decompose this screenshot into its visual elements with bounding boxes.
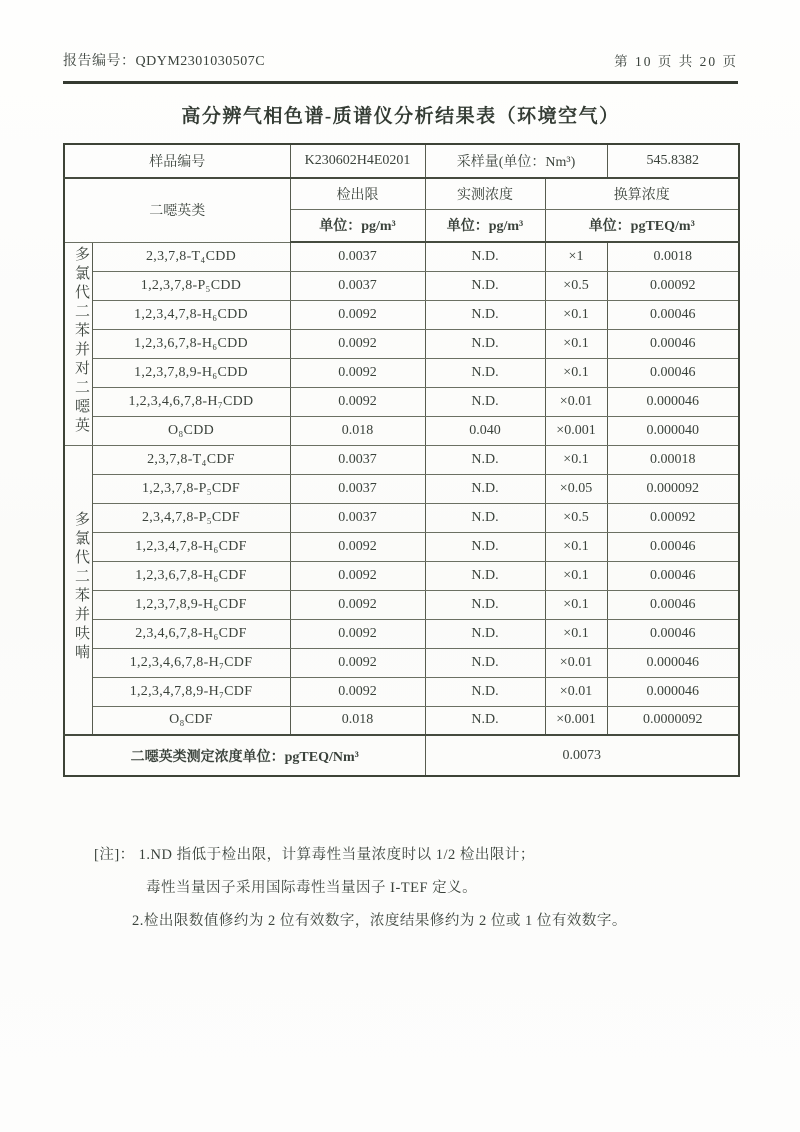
congener-name: 1,2,3,7,8,9-H₆CDF	[92, 590, 290, 619]
measured-value: N.D.	[425, 329, 545, 358]
sample-info-row	[64, 144, 739, 178]
tef-multiplier: ×0.001	[545, 706, 607, 735]
detection-limit-value: 0.0092	[290, 387, 425, 416]
page-header	[63, 50, 738, 84]
congener-name: 1,2,3,4,7,8-H₆CDF	[92, 532, 290, 561]
teq-value: 0.00046	[607, 300, 739, 329]
teq-value: 0.000046	[607, 677, 739, 706]
tef-multiplier: ×0.001	[545, 416, 607, 445]
group-label-text: 多氯代二苯并呋喃	[73, 511, 89, 664]
table-row	[64, 358, 739, 387]
tef-multiplier: ×0.1	[545, 329, 607, 358]
table-row	[64, 648, 739, 677]
summary-label: 二噁英类测定浓度单位：pgTEQ/Nm³	[64, 735, 425, 776]
congener-name: 1,2,3,4,7,8,9-H₇CDF	[92, 677, 290, 706]
page-number: 第 10 页 共 20 页	[614, 54, 738, 69]
tef-multiplier: ×0.5	[545, 503, 607, 532]
footnote-text: 1.ND 指低于检出限，计算毒性当量浓度时以 1/2 检出限计；	[138, 847, 535, 863]
report-number-label: 报告编号：	[63, 54, 136, 69]
measured-value: N.D.	[425, 561, 545, 590]
congener-name: 2,3,4,7,8-P₅CDF	[92, 503, 290, 532]
congener-name: 1,2,3,7,8,9-H₆CDD	[92, 358, 290, 387]
congener-name: 1,2,3,4,6,7,8-H₇CDD	[92, 387, 290, 416]
table-row	[64, 329, 739, 358]
teq-value: 0.00046	[607, 619, 739, 648]
table-row	[64, 619, 739, 648]
measured-value: N.D.	[425, 271, 545, 300]
teq-value: 0.0000092	[607, 706, 739, 735]
detection-limit-value: 0.0092	[290, 590, 425, 619]
teq-value: 0.00092	[607, 271, 739, 300]
congener-name: 2,3,7,8-T₄CDD	[92, 242, 290, 271]
congener-name: 1,2,3,6,7,8-H₆CDD	[92, 329, 290, 358]
column-header-row	[64, 178, 739, 209]
measured-value: N.D.	[425, 677, 545, 706]
detection-limit-value: 0.0037	[290, 474, 425, 503]
detection-limit-value: 0.0092	[290, 677, 425, 706]
detection-limit-value: 0.0092	[290, 648, 425, 677]
teq-value: 0.00046	[607, 590, 739, 619]
converted-header: 换算浓度	[545, 178, 739, 209]
teq-value: 0.00046	[607, 532, 739, 561]
document-title: 高分辨气相色谱-质谱仪分析结果表（环境空气）	[181, 106, 620, 127]
sample-id-label: 样品编号	[64, 144, 290, 178]
group-label-pcdd	[64, 242, 92, 445]
detection-limit-value: 0.0037	[290, 242, 425, 271]
teq-value: 0.000046	[607, 648, 739, 677]
teq-value: 0.00018	[607, 445, 739, 474]
sample-volume-value: 545.8382	[607, 144, 739, 178]
table-row	[64, 445, 739, 474]
measured-value: N.D.	[425, 445, 545, 474]
group-label-text: 多氯代二苯并对二噁英	[73, 246, 89, 436]
table-row	[64, 561, 739, 590]
congener-name: 1,2,3,7,8-P₅CDF	[92, 474, 290, 503]
measured-value: N.D.	[425, 242, 545, 271]
footnote-tag: [注]：	[94, 847, 135, 863]
detection-limit-value: 0.0092	[290, 619, 425, 648]
detection-limit-value: 0.0037	[290, 445, 425, 474]
footnote-line: 毒性当量因子采用国际毒性当量因子 I-TEF 定义。	[146, 880, 478, 896]
congener-name: 1,2,3,4,6,7,8-H₇CDF	[92, 648, 290, 677]
congener-name: 1,2,3,6,7,8-H₆CDF	[92, 561, 290, 590]
tef-multiplier: ×0.1	[545, 532, 607, 561]
table-row	[64, 706, 739, 735]
group-label-pcdf	[64, 445, 92, 735]
teq-value: 0.00046	[607, 358, 739, 387]
detection-limit-unit: 单位：pg/m³	[290, 209, 425, 242]
tef-multiplier: ×0.1	[545, 561, 607, 590]
measured-value: N.D.	[425, 619, 545, 648]
tef-multiplier: ×0.5	[545, 271, 607, 300]
tef-multiplier: ×0.1	[545, 619, 607, 648]
measured-value: N.D.	[425, 706, 545, 735]
detection-limit-value: 0.0092	[290, 329, 425, 358]
detection-limit-header: 检出限	[290, 178, 425, 209]
tef-multiplier: ×1	[545, 242, 607, 271]
summary-value: 0.0073	[425, 735, 739, 776]
table-row	[64, 503, 739, 532]
measured-value: N.D.	[425, 590, 545, 619]
report-number-value: QDYM2301030507C	[135, 54, 266, 69]
measured-value: N.D.	[425, 387, 545, 416]
analysis-result-table	[63, 143, 740, 777]
tef-multiplier: ×0.1	[545, 300, 607, 329]
tef-multiplier: ×0.01	[545, 387, 607, 416]
detection-limit-value: 0.0092	[290, 532, 425, 561]
page-content	[63, 50, 738, 938]
table-row	[64, 271, 739, 300]
category-header: 二噁英类	[64, 178, 290, 242]
teq-value: 0.000092	[607, 474, 739, 503]
detection-limit-value: 0.0092	[290, 300, 425, 329]
table-row	[64, 242, 739, 271]
footnotes	[94, 839, 738, 938]
sample-volume-label: 采样量(单位：Nm³)	[425, 144, 607, 178]
table-row	[64, 300, 739, 329]
congener-name: 2,3,7,8-T₄CDF	[92, 445, 290, 474]
teq-value: 0.0018	[607, 242, 739, 271]
measured-value: N.D.	[425, 503, 545, 532]
tef-multiplier: ×0.01	[545, 677, 607, 706]
measured-value: N.D.	[425, 358, 545, 387]
measured-value: 0.040	[425, 416, 545, 445]
tef-multiplier: ×0.05	[545, 474, 607, 503]
summary-row	[64, 735, 739, 776]
detection-limit-value: 0.0037	[290, 503, 425, 532]
detection-limit-value: 0.0037	[290, 271, 425, 300]
teq-value: 0.000046	[607, 387, 739, 416]
measured-value: N.D.	[425, 474, 545, 503]
measured-value: N.D.	[425, 648, 545, 677]
report-number	[63, 50, 265, 70]
teq-value: 0.000040	[607, 416, 739, 445]
table-row	[64, 387, 739, 416]
teq-value: 0.00046	[607, 329, 739, 358]
congener-name: 2,3,4,6,7,8-H₆CDF	[92, 619, 290, 648]
table-row	[64, 677, 739, 706]
congener-name: O₈CDD	[92, 416, 290, 445]
table-row	[64, 474, 739, 503]
tef-multiplier: ×0.1	[545, 358, 607, 387]
detection-limit-value: 0.018	[290, 706, 425, 735]
tef-multiplier: ×0.1	[545, 445, 607, 474]
table-row	[64, 416, 739, 445]
measured-header: 实测浓度	[425, 178, 545, 209]
teq-value: 0.00046	[607, 561, 739, 590]
sample-id-value: K230602H4E0201	[290, 144, 425, 178]
detection-limit-value: 0.018	[290, 416, 425, 445]
congener-name: 1,2,3,4,7,8-H₆CDD	[92, 300, 290, 329]
teq-value: 0.00092	[607, 503, 739, 532]
detection-limit-value: 0.0092	[290, 561, 425, 590]
measured-value: N.D.	[425, 532, 545, 561]
congener-name: O₈CDF	[92, 706, 290, 735]
detection-limit-value: 0.0092	[290, 358, 425, 387]
measured-value: N.D.	[425, 300, 545, 329]
tef-multiplier: ×0.01	[545, 648, 607, 677]
converted-unit: 单位：pgTEQ/m³	[545, 209, 739, 242]
footnote-line	[94, 839, 738, 872]
table-row	[64, 590, 739, 619]
table-row	[64, 532, 739, 561]
measured-unit: 单位：pg/m³	[425, 209, 545, 242]
footnote-line: 2.检出限数值修约为 2 位有效数字，浓度结果修约为 2 位或 1 位有效数字。	[132, 913, 627, 929]
tef-multiplier: ×0.1	[545, 590, 607, 619]
congener-name: 1,2,3,7,8-P₅CDD	[92, 271, 290, 300]
